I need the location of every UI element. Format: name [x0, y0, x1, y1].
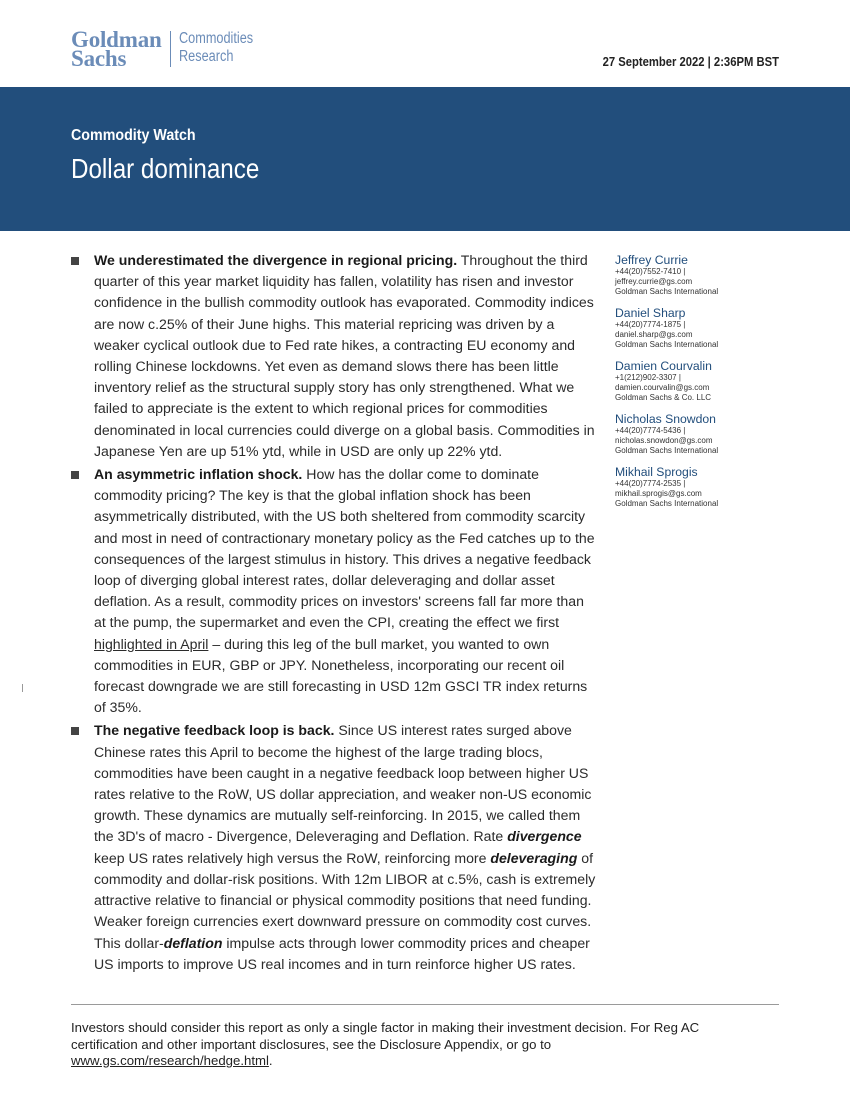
text-run: of — [577, 849, 593, 866]
author-org: Goldman Sachs International — [615, 499, 719, 508]
logo-wordmark — [71, 27, 162, 71]
text-line: rolling Chinese lockdowns. Yet even as demand slows there has been little — [94, 358, 559, 375]
text-run: Since US interest rates surged above — [334, 722, 572, 739]
text-line: at the pump, the supermarket and even the CPI, creating the effect we first — [94, 614, 560, 631]
text-run: . — [268, 1053, 273, 1068]
author-card — [615, 466, 785, 509]
text-line: deflation. As a result, commodity prices on investors' screens fall far more than — [94, 593, 584, 610]
text-run: keep US rates relatively high versus the RoW, reinforcing more — [94, 849, 491, 866]
author-phone: +44(20)7552-7410 | — [615, 267, 686, 276]
text-line: Investors should consider this report as only a single factor in making their investment decision. For Reg AC — [71, 1020, 700, 1035]
bullet-lead: An asymmetric inflation shock. — [94, 466, 303, 483]
text-line: forecast downgrade we are still forecasting in USD 12m GSCI TR index returns — [94, 678, 588, 695]
text-run: the 3D's of macro - Divergence, Deleveraging and Deflation. Rate — [94, 828, 508, 845]
text-line: are now c.25% of their June highs. This material repricing was driven by a — [94, 315, 555, 332]
text-line: Chinese rates this April to become the highest of the large trading blocs, — [94, 743, 543, 760]
footer-divider — [71, 1004, 779, 1005]
margin-mark — [22, 684, 23, 692]
disclosure-link[interactable]: www.gs.com/research/hedge.html — [71, 1053, 269, 1068]
author-phone: +44(20)7774-5436 | — [615, 426, 686, 435]
logo-line-1: Goldman — [71, 27, 162, 52]
report-body — [71, 250, 597, 977]
bullet-square-icon — [71, 727, 79, 735]
text-line: Weaker foreign currencies exert downward pressure on commodity cost curves. — [94, 913, 592, 930]
text-line — [94, 464, 597, 485]
text-line: inventory relief as the structural supply story has only strengthened. What we — [94, 379, 575, 396]
author-name[interactable]: Nicholas Snowdon — [615, 412, 716, 426]
text-line — [94, 634, 597, 655]
text-run: Throughout the third — [457, 252, 588, 268]
text-line — [94, 848, 597, 869]
author-card — [615, 307, 785, 350]
author-org: Goldman Sachs International — [615, 340, 719, 349]
text-line: confidence in the bullish commodity outlook has evaporated. Commodity indices — [94, 294, 594, 311]
division-line-2: Research — [178, 48, 234, 65]
report-title: Dollar dominance — [71, 153, 260, 184]
report-datetime: 27 September 2022 | 2:36PM BST — [602, 55, 779, 69]
bullet-point — [71, 720, 597, 974]
text-line — [94, 250, 597, 271]
author-email[interactable]: mikhail.sprogis@gs.com — [615, 489, 702, 498]
author-email[interactable]: nicholas.snowdon@gs.com — [615, 436, 713, 445]
emphasis-divergence: divergence — [507, 828, 582, 845]
text-line — [94, 933, 597, 954]
text-line — [94, 826, 597, 847]
text-run: impulse acts through lower commodity prices and cheaper — [222, 934, 590, 951]
text-run: This dollar- — [94, 934, 164, 951]
disclosure-notice — [71, 1020, 783, 1070]
author-name[interactable]: Jeffrey Currie — [615, 253, 688, 267]
text-line: commodity pricing? The key is that the global inflation shock has been — [94, 487, 531, 504]
bullet-square-icon — [71, 471, 79, 479]
author-phone: +44(20)7774-1875 | — [615, 320, 686, 329]
text-line: quarter of this year market liquidity has fallen, volatility has risen and investor — [94, 273, 574, 290]
text-line: asymmetrically distributed, with the US both sheltered from commodity scarcity — [94, 508, 586, 525]
text-line: commodity and dollar-risk positions. With 12m LIBOR at c.5%, cash is extremely — [94, 870, 596, 887]
author-card — [615, 413, 785, 456]
division-name — [179, 30, 253, 66]
text-line: certification and other important disclosures, see the Disclosure Appendix, or go to — [71, 1036, 552, 1052]
text-line: attractive relative to financial or physical commodity positions that need funding. — [94, 892, 592, 909]
author-card — [615, 360, 785, 403]
authors-sidebar — [615, 254, 785, 519]
emphasis-deflation: deflation — [163, 934, 223, 951]
text-line: commodities in EUR, GBP or JPY. Nonetheless, incorporating our recent oil — [94, 656, 565, 673]
author-org: Goldman Sachs & Co. LLC — [615, 393, 712, 402]
text-line: commodities have been caught in a negative feedback loop between higher US — [94, 764, 589, 781]
author-phone: +44(20)7774-2535 | — [615, 479, 686, 488]
goldman-sachs-logo — [71, 27, 269, 71]
author-phone: +1(212)902-3307 | — [615, 373, 681, 382]
author-name[interactable]: Mikhail Sprogis — [615, 465, 698, 479]
author-email[interactable]: damien.courvalin@gs.com — [615, 383, 710, 392]
highlighted-in-april-link[interactable]: highlighted in April — [94, 635, 209, 652]
text-line: of 35%. — [94, 699, 142, 716]
logo-divider — [170, 31, 171, 67]
emphasis-deleveraging: deleveraging — [490, 849, 578, 866]
bullet-square-icon — [71, 257, 79, 265]
text-line: and most in need of contractionary monetary policy as the Fed catches up to the — [94, 529, 595, 546]
author-email[interactable]: daniel.sharp@gs.com — [615, 330, 693, 339]
text-line — [71, 1053, 783, 1070]
author-name[interactable]: Damien Courvalin — [615, 359, 712, 373]
text-run: – during this leg of the bull market, you wanted to own — [208, 635, 550, 652]
text-line — [94, 720, 597, 741]
text-line: loop of diverging global interest rates, dollar deleveraging and dollar asset — [94, 572, 555, 589]
title-banner — [0, 87, 850, 231]
bullet-lead: We underestimated the divergence in regional pricing. — [94, 252, 458, 268]
text-line: growth. These dynamics are mutually self-reinforcing. In 2015, we called them — [94, 807, 581, 824]
division-line-1: Commodities — [178, 30, 253, 47]
bullet-point — [71, 250, 597, 462]
bullet-lead: The negative feedback loop is back. — [94, 722, 335, 739]
author-name[interactable]: Daniel Sharp — [615, 306, 686, 320]
logo-line-2: Sachs — [71, 46, 127, 71]
author-email[interactable]: jeffrey.currie@gs.com — [615, 277, 693, 286]
author-org: Goldman Sachs International — [615, 446, 719, 455]
author-org: Goldman Sachs International — [615, 287, 719, 296]
text-line: denominated in local currencies could diverge on a global basis. Commodities in — [94, 421, 595, 438]
author-card — [615, 254, 785, 297]
text-line: rates relative to the RoW, US dollar appreciation, and weaker non-US economic — [94, 786, 592, 803]
text-line: failed to appreciate is the extent to which regional prices for commodities — [94, 400, 548, 417]
text-run: How has the dollar come to dominate — [302, 466, 539, 483]
text-line: weaker cyclical outlook due to Fed rate hikes, a contracting EU economy and — [94, 336, 576, 353]
text-line: consequences of the largest stimulus in history. This drives a negative feedback — [94, 550, 591, 567]
text-line: Japanese Yen are up 51% ytd, while in USD are only up 22% ytd. — [94, 442, 503, 459]
bullet-point — [71, 464, 597, 718]
series-name: Commodity Watch — [71, 127, 196, 144]
text-line: US imports to improve US real incomes and in turn reinforce higher US rates. — [94, 955, 576, 972]
